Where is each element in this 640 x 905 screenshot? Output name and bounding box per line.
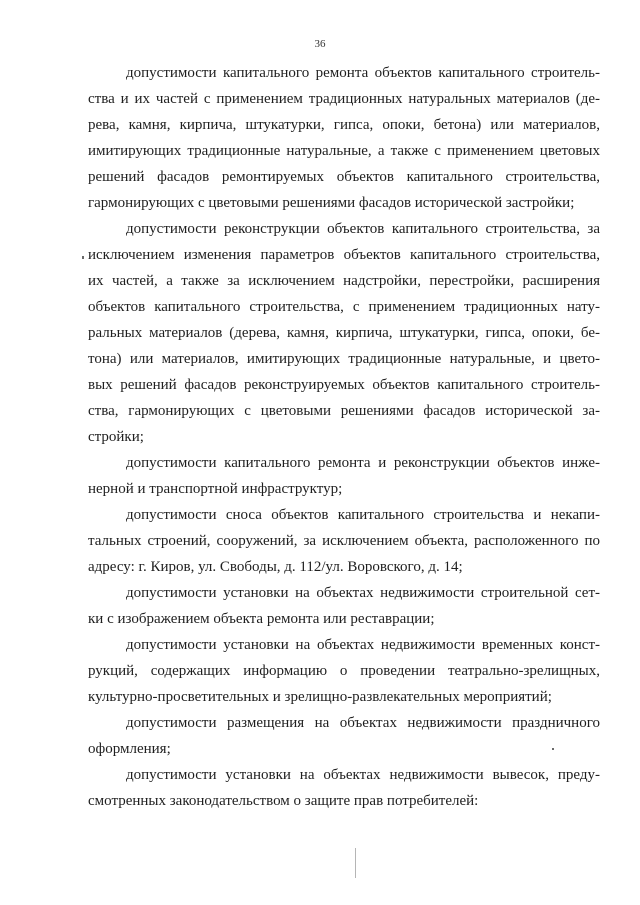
text-line: допустимости капитального ремонта и реконструкции объектов инже- (126, 455, 600, 471)
text-line: допустимости установки на объектах недвижимости временных конст- (126, 637, 600, 653)
text-line: вых решений фасадов реконструируемых объектов капитального строитель- (88, 377, 600, 393)
text-line: ства и их частей с применением традиционных натуральных материалов (де- (88, 91, 600, 107)
text-line: объектов капитального строительства, с применением традиционных нату- (88, 299, 600, 315)
text-line: нерной и транспортной инфраструктур; (88, 481, 343, 497)
text-line: решений фасадов ремонтируемых объектов капитального строительства, (88, 169, 600, 185)
text-line: допустимости размещения на объектах недвижимости праздничного (126, 715, 600, 731)
scan-speck (552, 748, 554, 750)
paragraph-infrastructure (88, 450, 600, 502)
text-line: допустимости установки на объектах недвижимости вывесок, преду- (126, 767, 600, 783)
text-line: стройки; (88, 429, 144, 445)
paragraph-capital-repair (88, 60, 600, 216)
paragraph-temporary-structures (88, 632, 600, 710)
text-line: ки с изображением объекта ремонта или реставрации; (88, 611, 435, 627)
paragraph-construction-net (88, 580, 600, 632)
text-line: допустимости установки на объектах недвижимости строительной сет- (126, 585, 600, 601)
text-line: допустимости реконструкции объектов капитального строительства, за (126, 221, 600, 237)
text-line: ральных материалов (дерева, камня, кирпича, штукатурки, гипса, опоки, бе- (88, 325, 600, 341)
text-line: адресу: г. Киров, ул. Свободы, д. 112/ул. Воровского, д. 14; (88, 559, 463, 575)
scan-artifact-line (355, 848, 356, 878)
paragraph-demolition (88, 502, 600, 580)
text-line: рева, камня, кирпича, штукатурки, гипса, опоки, бетона) или материалов, (88, 117, 600, 133)
text-line: исключением изменения параметров объектов капитального строительства, (88, 247, 600, 263)
text-line: ства, гармонирующих с цветовыми решениями фасадов исторической за- (88, 403, 600, 419)
paragraph-festive-decoration (88, 710, 600, 762)
document-body (88, 60, 600, 814)
paragraph-reconstruction (88, 216, 600, 450)
text-line: имитирующих традиционные натуральные, а также с применением цветовых (88, 143, 600, 159)
page-number: 36 (314, 38, 326, 50)
text-line: допустимости капитального ремонта объектов капитального строитель- (126, 65, 600, 81)
text-line: культурно-просветительных и зрелищно-развлекательных мероприятий; (88, 689, 552, 705)
scan-speck (82, 256, 84, 259)
text-line: рукций, содержащих информацию о проведении театрально-зрелищных, (88, 663, 600, 679)
text-line: тона) или материалов, имитирующих традиционные натуральные, и цвето- (88, 351, 600, 367)
text-line: допустимости сноса объектов капитального строительства и некапи- (126, 507, 600, 523)
text-line: их частей, а также за исключением надстройки, перестройки, расширения (88, 273, 600, 289)
text-line: оформления; (88, 741, 171, 757)
text-line: тальных строений, сооружений, за исключением объекта, расположенного по (88, 533, 600, 549)
text-line: гармонирующих с цветовыми решениями фасадов исторической застройки; (88, 195, 575, 211)
text-line: смотренных законодательством о защите прав потребителей: (88, 793, 479, 809)
paragraph-signage (88, 762, 600, 814)
